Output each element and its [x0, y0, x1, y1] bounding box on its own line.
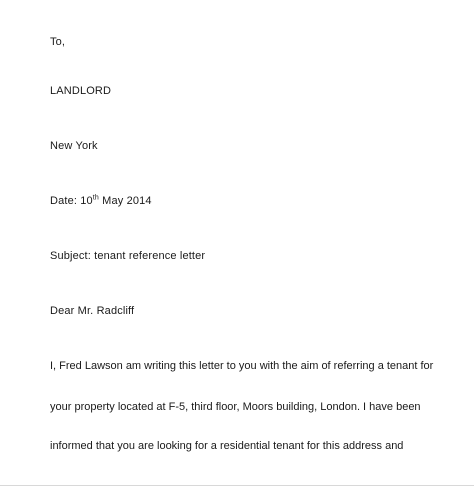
body-line-2	[50, 400, 432, 414]
body-line-1	[50, 359, 432, 373]
date-prefix: Date: 10	[50, 195, 93, 207]
body-text-2: your property located at F-5, third floor, Moors building, London. I have been	[50, 401, 421, 413]
salutation-line: Dear Mr. Radcliff	[50, 305, 135, 317]
subject-line: Subject: tenant reference letter	[50, 250, 206, 262]
body-line-3	[50, 439, 432, 453]
city-line: New York	[50, 140, 98, 152]
body-text-1: I, Fred Lawson am writing this letter to you with the aim of referring a tenant for	[50, 360, 434, 372]
date-line	[50, 194, 152, 208]
body-text-3: informed that you are looking for a residential tenant for this address and	[50, 440, 404, 452]
date-ordinal-suffix: th	[92, 194, 99, 202]
date-rest: May 2014	[98, 195, 152, 207]
to-line: To,	[50, 36, 66, 48]
recipient-line: LANDLORD	[50, 85, 112, 97]
